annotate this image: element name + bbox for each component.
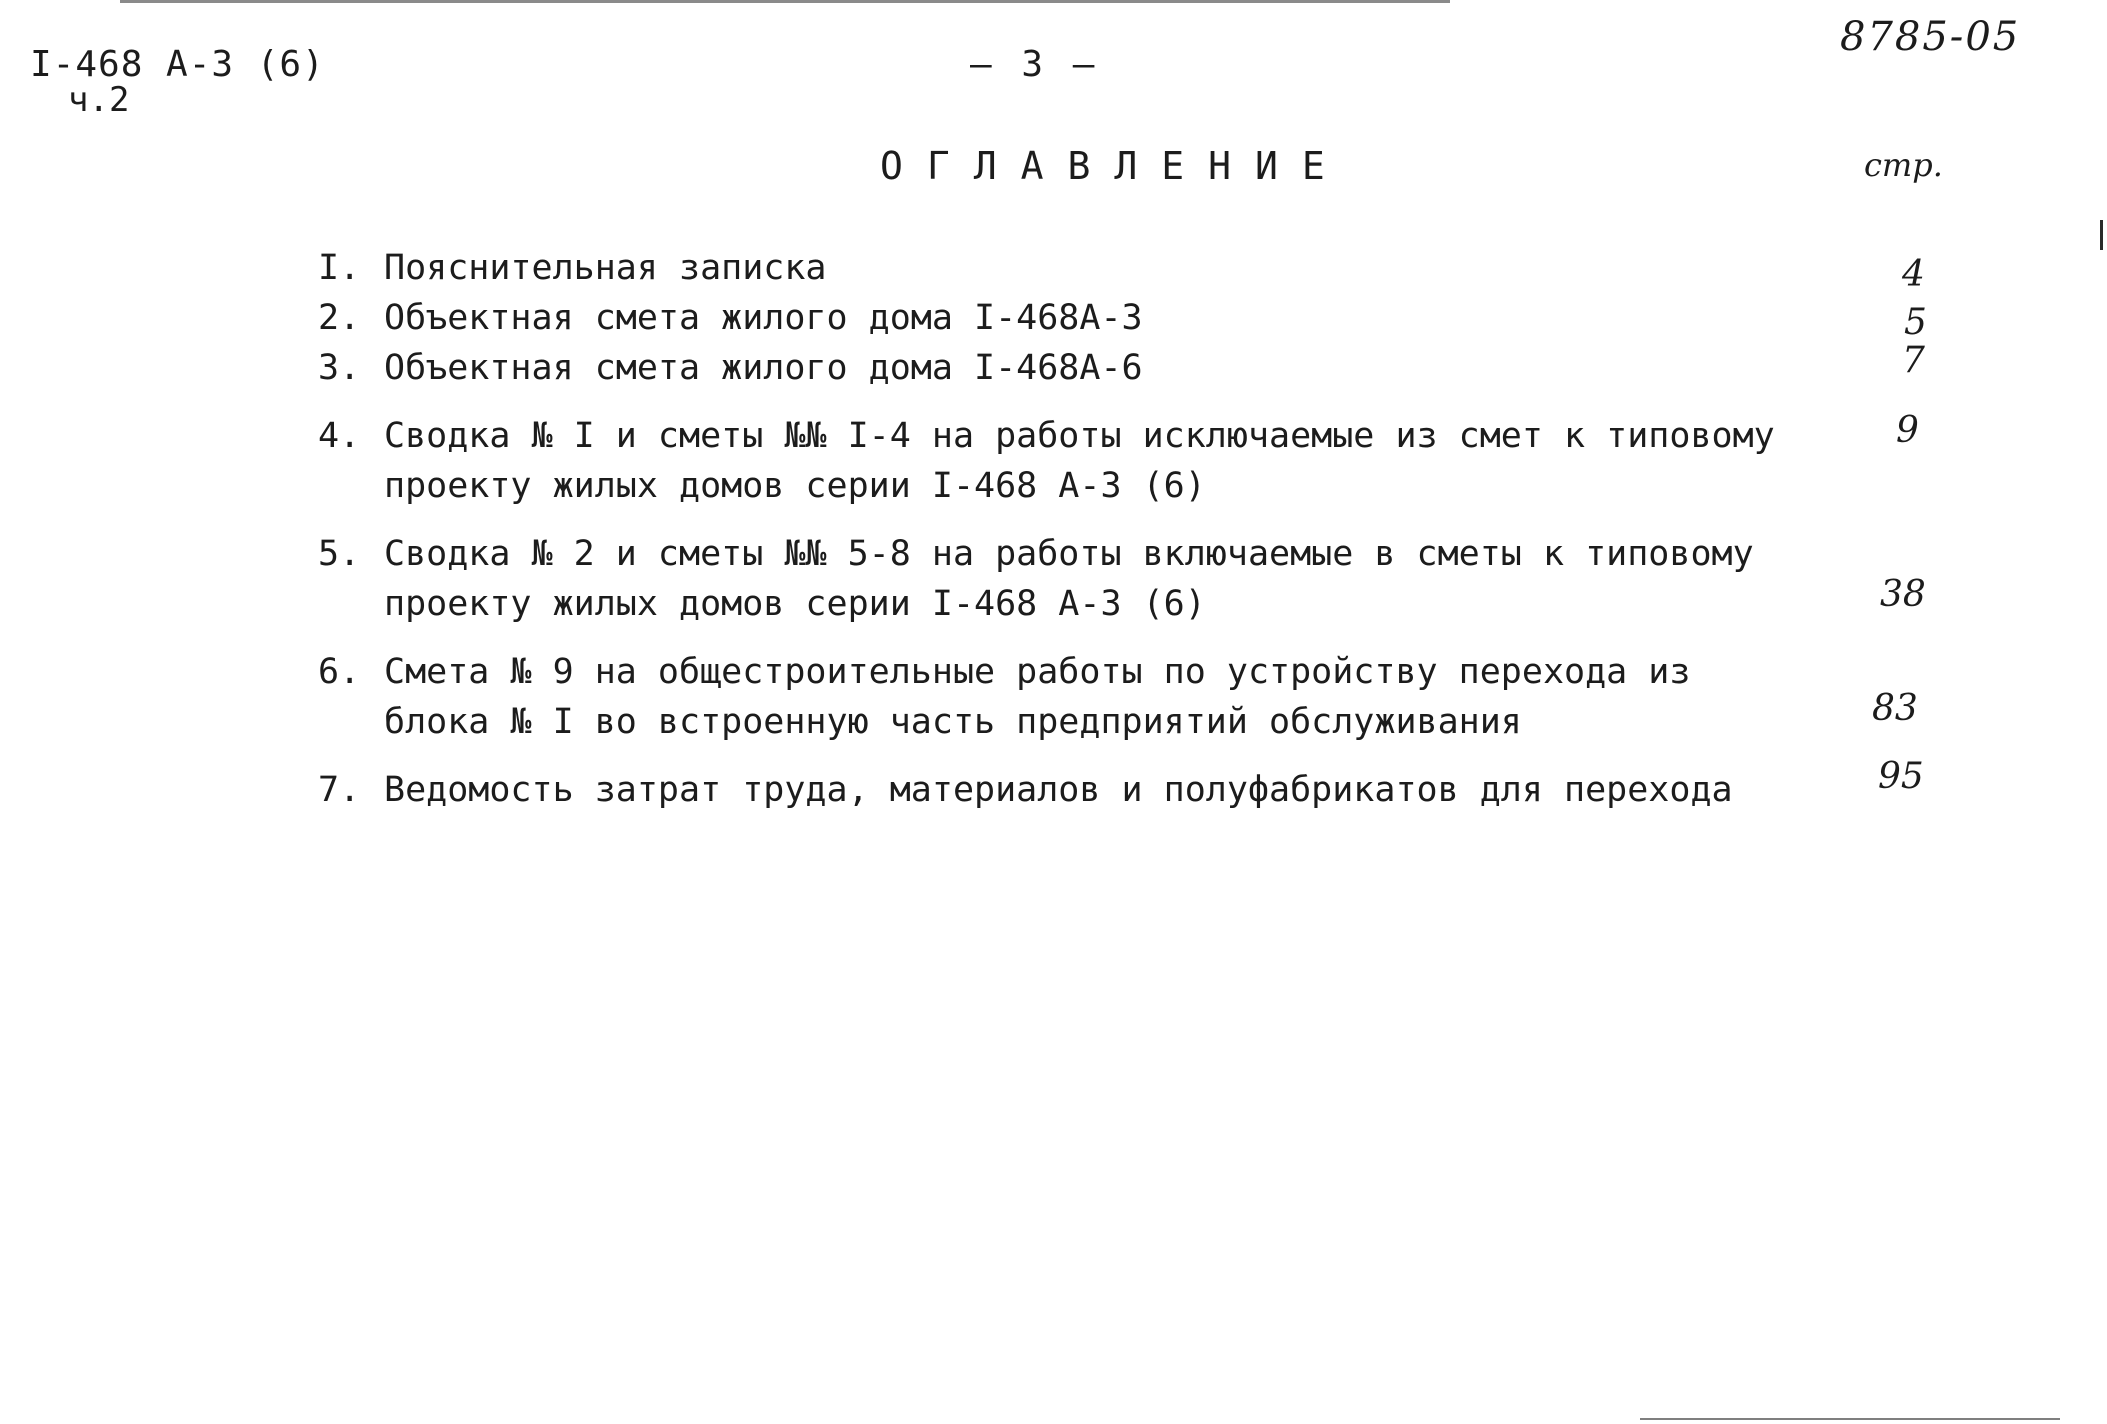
part-label: ч.2	[68, 80, 130, 120]
toc-item-page: 95	[1878, 756, 1924, 797]
toc-title: ОГЛАВЛЕНИЕ	[880, 144, 1349, 188]
toc-item-number: 3.	[318, 348, 361, 388]
toc-item-number: 4.	[318, 416, 361, 456]
toc-item-number: 7.	[318, 770, 361, 810]
toc-item-text: блока № I во встроенную часть предприятий обслуживания	[384, 702, 1522, 742]
toc-item-page: 7	[1902, 340, 1925, 381]
scan-edge-mark	[120, 0, 1450, 3]
toc-item-text: Ведомость затрат труда, материалов и полуфабрикатов для перехода	[384, 770, 1733, 810]
scan-edge-mark	[2100, 220, 2103, 250]
toc-item-text: Сводка № I и сметы №№ I-4 на работы исключаемые из смет к типовому	[384, 416, 1775, 456]
toc-item-text: Сводка № 2 и сметы №№ 5-8 на работы включаемые в сметы к типовому	[384, 534, 1754, 574]
toc-item-number: 2.	[318, 298, 361, 338]
toc-item-page: 38	[1880, 574, 1926, 615]
toc-item-page: 4	[1902, 254, 1925, 295]
toc-item-text: проекту жилых домов серии I-468 А-3 (6)	[384, 584, 1206, 624]
toc-item-page: 9	[1896, 410, 1919, 451]
archive-number: 8785-05	[1840, 14, 2021, 60]
toc-item-page: 5	[1904, 302, 1927, 343]
toc-item-number: 5.	[318, 534, 361, 574]
toc-item-text: Пояснительная записка	[384, 248, 827, 288]
toc-item-text: Смета № 9 на общестроительные работы по устройству перехода из	[384, 652, 1691, 692]
toc-item-text: проекту жилых домов серии I-468 А-3 (6)	[384, 466, 1206, 506]
series-code: I-468 А-3 (6)	[30, 44, 325, 85]
toc-item-number: I.	[318, 248, 361, 288]
page-column-label: стр.	[1864, 146, 1943, 184]
toc-item-text: Объектная смета жилого дома I-468А-3	[384, 298, 1143, 338]
toc-item-text: Объектная смета жилого дома I-468А-6	[384, 348, 1143, 388]
scan-edge-mark	[1640, 1418, 2060, 1420]
toc-item-number: 6.	[318, 652, 361, 692]
page-number: – 3 –	[970, 44, 1099, 85]
toc-item-page: 83	[1872, 688, 1918, 729]
